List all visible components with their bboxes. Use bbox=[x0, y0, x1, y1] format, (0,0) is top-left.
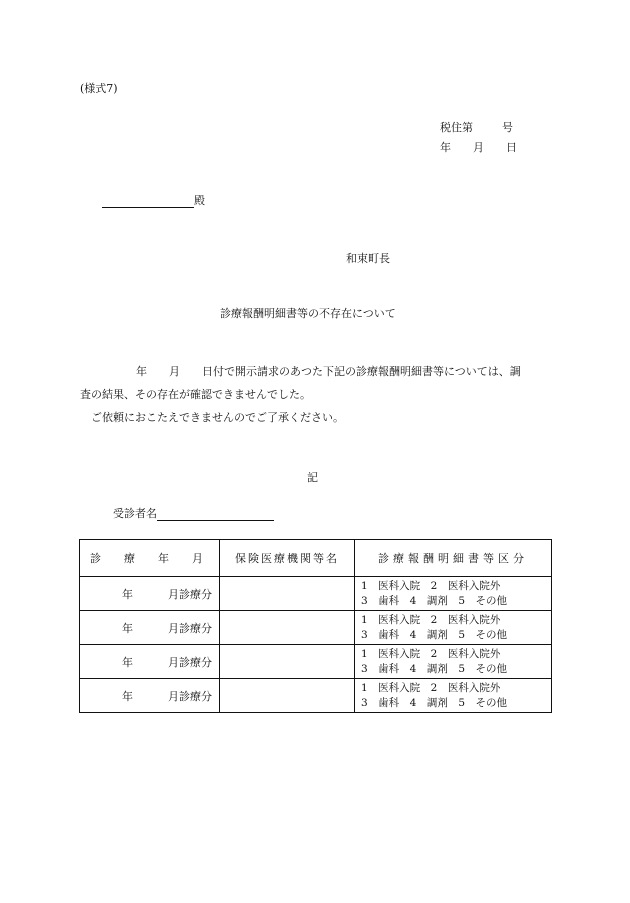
institution-cell bbox=[220, 611, 355, 645]
doc-number-prefix: 税住第 bbox=[440, 121, 473, 134]
page-title: 診療報酬明細書等の不存在について bbox=[220, 307, 396, 320]
body-line-2: 査の結果、その存在が確認できませんでした。 bbox=[80, 388, 311, 401]
patient-name-blank-line bbox=[157, 508, 274, 521]
month-cell: 年 月診療分 bbox=[80, 679, 220, 713]
table-row bbox=[80, 577, 552, 611]
patient-name-field bbox=[113, 505, 274, 521]
category-cell: 1 医科入院 2 医科入院外 3 歯科 4 調剤 5 その他 bbox=[355, 577, 552, 611]
date-year: 年 bbox=[440, 141, 451, 154]
category-cell: 1 医科入院 2 医科入院外 3 歯科 4 調剤 5 その他 bbox=[355, 645, 552, 679]
month-cell: 年 月診療分 bbox=[80, 577, 220, 611]
ki-heading: 記 bbox=[307, 471, 318, 484]
header-institution-name: 保険医療機関等名 bbox=[220, 540, 355, 577]
category-cell: 1 医科入院 2 医科入院外 3 歯科 4 調剤 5 その他 bbox=[355, 679, 552, 713]
institution-cell bbox=[220, 645, 355, 679]
document-number-block bbox=[440, 119, 530, 159]
body-line-3: ご依頼におこたえできませんのでご了承ください。 bbox=[91, 411, 344, 424]
date-day: 日 bbox=[506, 141, 517, 154]
doc-number-suffix: 号 bbox=[502, 121, 513, 134]
records-table bbox=[79, 539, 552, 713]
form-id: (様式7) bbox=[80, 82, 118, 95]
header-statement-category: 診療報酬明細書等区分 bbox=[355, 540, 552, 577]
institution-cell bbox=[220, 679, 355, 713]
body-text bbox=[80, 360, 550, 429]
table-row bbox=[80, 645, 552, 679]
month-cell: 年 月診療分 bbox=[80, 645, 220, 679]
document-number bbox=[440, 119, 530, 139]
addressee-blank-line bbox=[102, 195, 194, 208]
addressee bbox=[102, 192, 205, 208]
issue-date bbox=[440, 139, 530, 159]
institution-cell bbox=[220, 577, 355, 611]
month-cell: 年 月診療分 bbox=[80, 611, 220, 645]
header-treatment-month: 診 療 年 月 bbox=[80, 540, 220, 577]
issuer: 和束町長 bbox=[346, 252, 390, 265]
patient-name-label: 受診者名 bbox=[113, 507, 157, 520]
body-line-1: 年 月 日付で開示請求のあつた下記の診療報酬明細書等については、調 bbox=[136, 365, 521, 378]
table-row bbox=[80, 611, 552, 645]
category-cell: 1 医科入院 2 医科入院外 3 歯科 4 調剤 5 その他 bbox=[355, 611, 552, 645]
addressee-suffix: 殿 bbox=[194, 194, 205, 207]
table-row bbox=[80, 679, 552, 713]
table-header-row bbox=[80, 540, 552, 577]
date-month: 月 bbox=[473, 141, 484, 154]
